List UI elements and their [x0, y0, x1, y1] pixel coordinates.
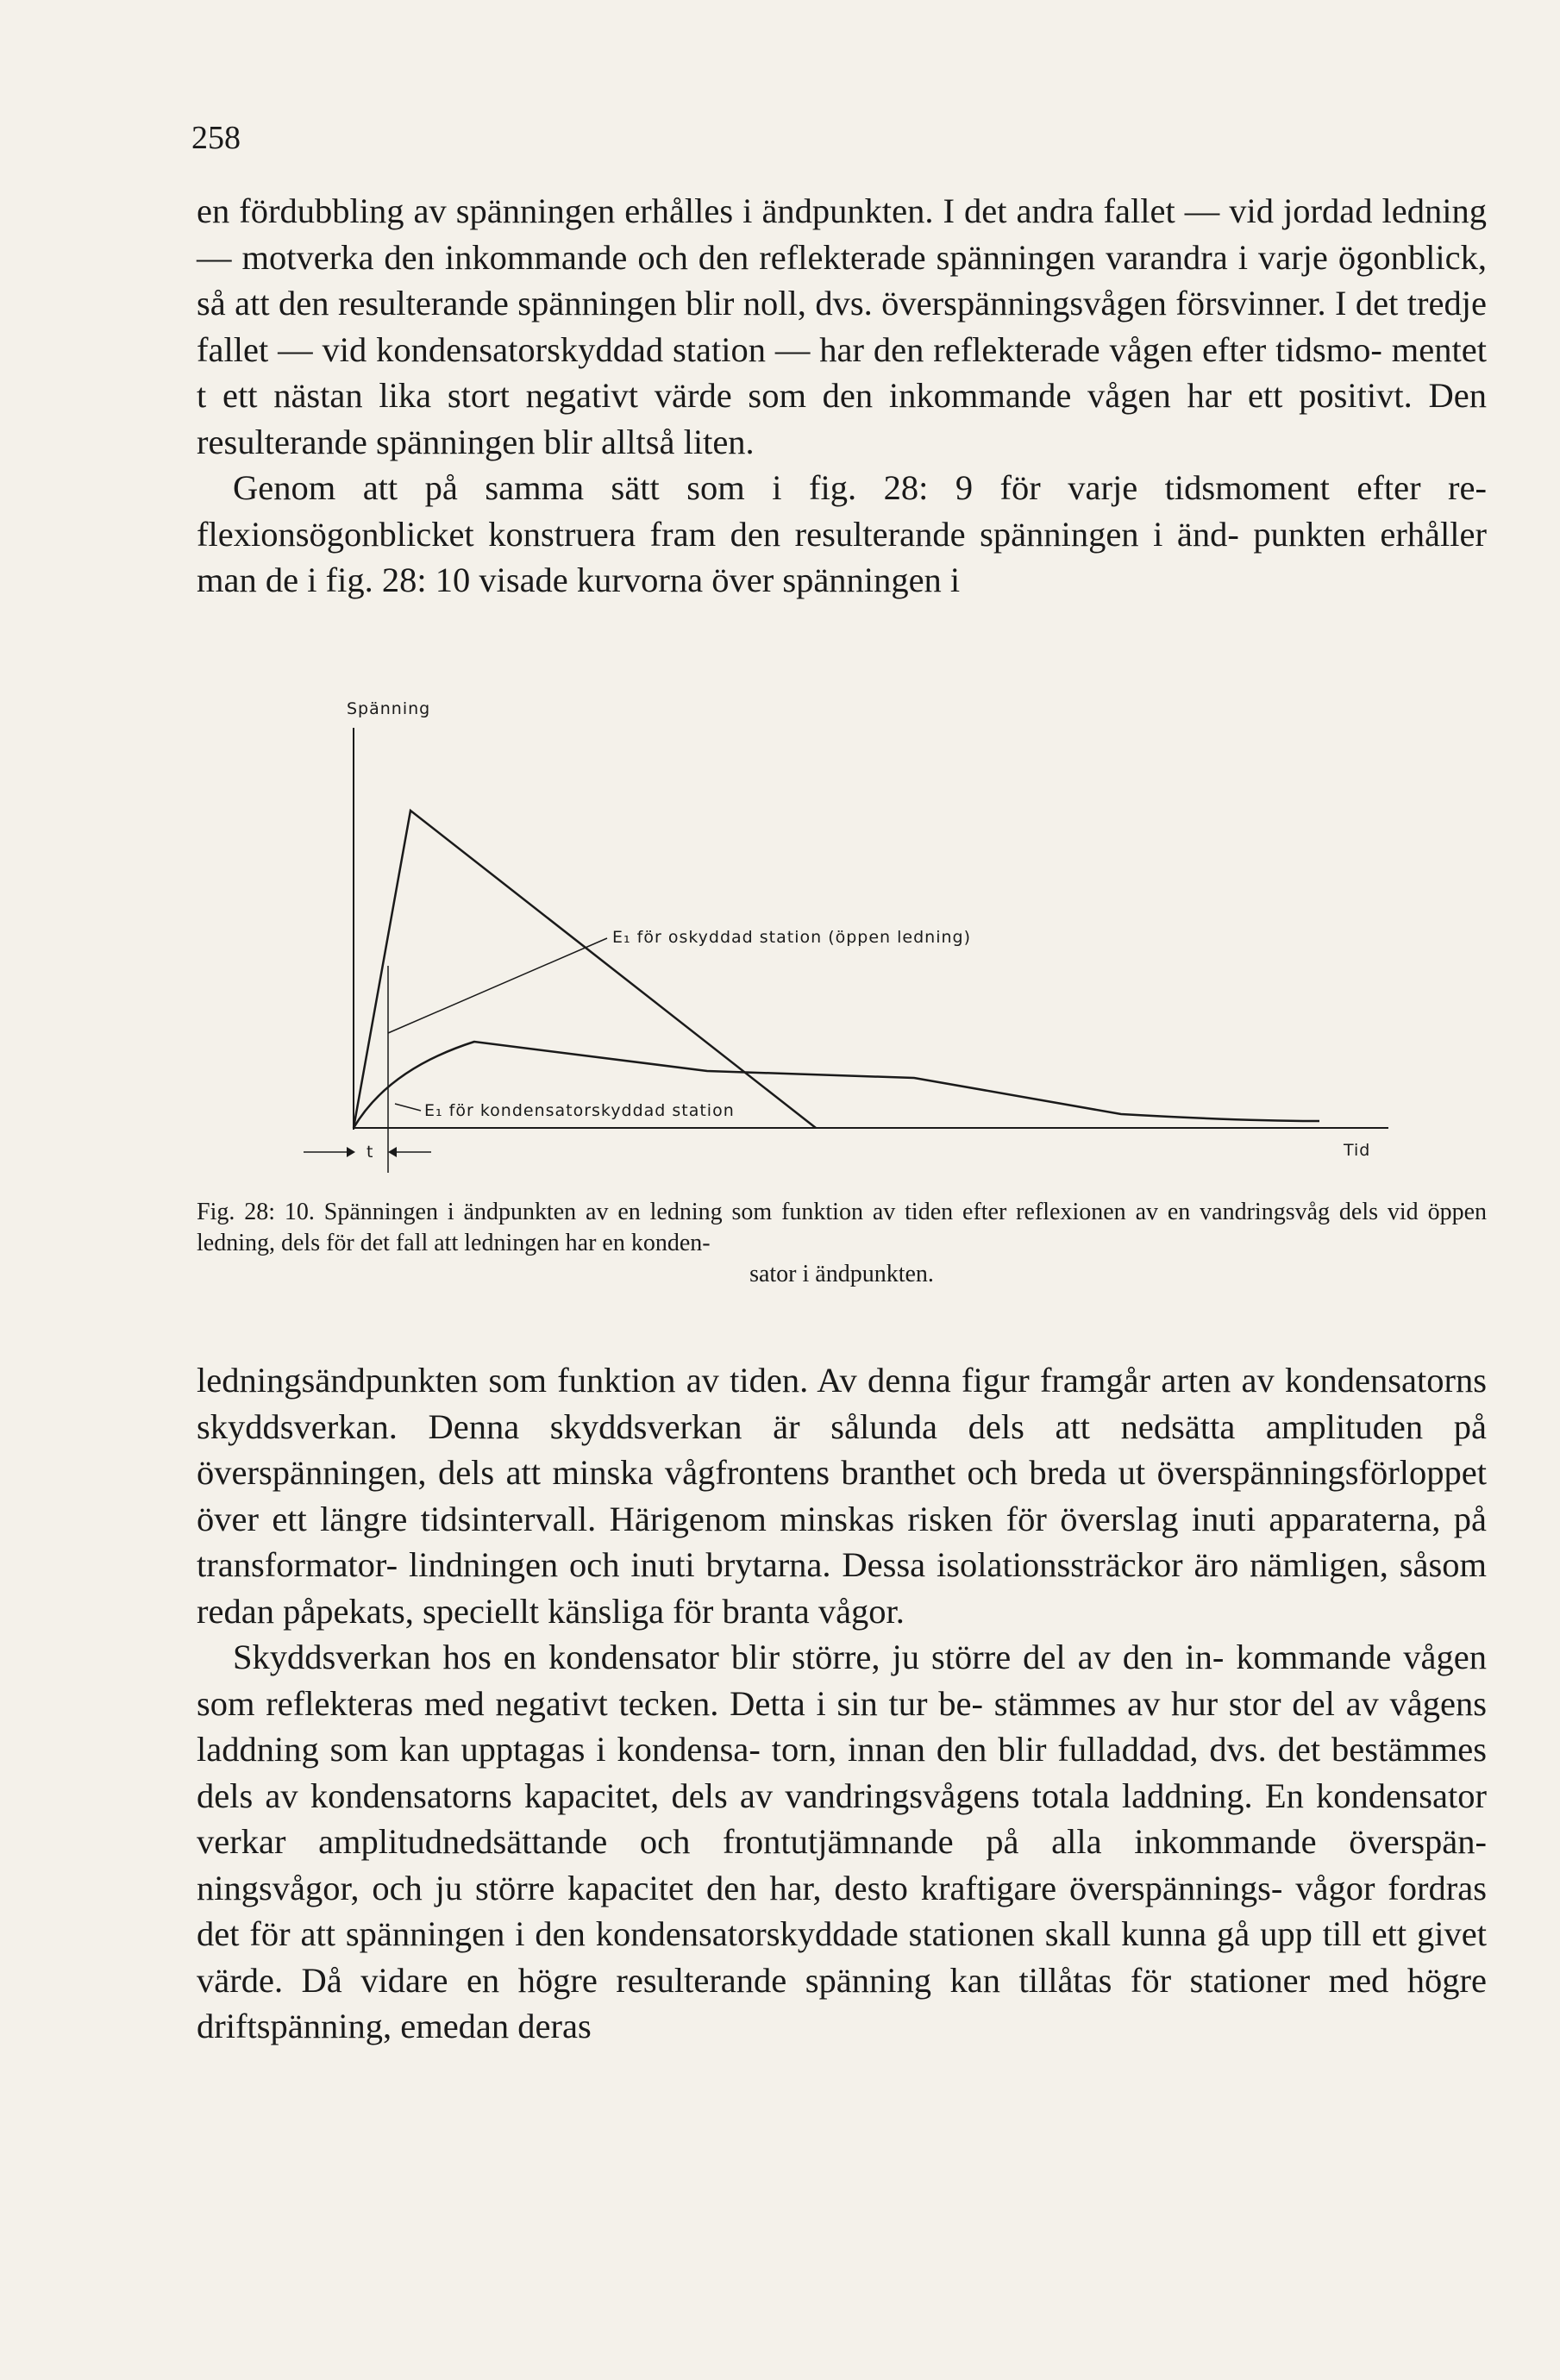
body-text-bottom	[197, 1357, 1487, 2050]
text-line: — vid jordad ledning — motverka den inkommande och den reflekterade	[197, 191, 1487, 277]
arrow-head-left	[388, 1147, 397, 1157]
label-open-line: E₁ för oskyddad station (öppen ledning)	[612, 928, 972, 947]
text-line: amplitudnedsättande och frontutjämnande på alla inkommande överspän-	[318, 1822, 1487, 1861]
paragraph	[197, 465, 1487, 604]
text-line: torn, innan den blir fulladdad, dvs. det bestämmes dels av kondensatorns	[197, 1730, 1487, 1815]
text-line: flexionsögonblicket konstruera fram den resulterande spänningen i änd-	[197, 514, 1254, 554]
figure-drawing	[293, 690, 1397, 1190]
body-text-top	[197, 188, 1487, 604]
x-axis-label: Tid	[1344, 1141, 1371, 1160]
text-line: branthet och breda ut överspänningsförloppet över ett längre tidsintervall.	[197, 1453, 1487, 1538]
caption-line: Fig. 28: 10. Spänningen i ändpunkten av en ledning som funktion av tiden efter reflexionen	[197, 1199, 1136, 1225]
text-line: vågor fordras det för att spänningen i den kondensatorskyddade stationen	[197, 1868, 1487, 1953]
text-line: kommande vågen som reflekteras med negativt tecken. Detta i sin tur be-	[197, 1638, 1487, 1723]
text-line: såsom redan påpekats, speciellt känsliga för branta vågor.	[197, 1545, 1488, 1631]
leader-open	[388, 938, 607, 1033]
label-capacitor: E₁ för kondensatorskyddad station	[424, 1101, 735, 1120]
figure-voltage-curves	[293, 690, 1397, 1190]
text-line: Genom att på samma sätt som i fig. 28: 9 för varje tidsmoment efter re-	[233, 468, 1487, 507]
text-line: kapacitet, dels av vandringsvågens totala laddning. En kondensator verkar	[197, 1776, 1487, 1861]
figure-caption	[197, 1197, 1487, 1290]
text-line: punkten erhåller man de i fig. 28: 10 visade kurvorna över spänningen i	[197, 514, 1488, 599]
text-line: mentet t ett nästan lika stort negativt värde som den inkommande vågen	[197, 329, 1487, 415]
page-number: 258	[191, 120, 241, 156]
text-line: spänningen varandra i varje ögonblick, så att den resulterande spänningen	[197, 237, 1487, 323]
text-line: skall kunna gå upp till ett givet värde. Då vidare en högre resulterande	[197, 1914, 1487, 2000]
text-line: blir noll, dvs. överspänningsvågen försvinner. I det tredje fallet — vid	[197, 284, 1487, 369]
text-line: en fördubbling av spänningen erhålles i ändpunkten. I det andra fallet	[197, 191, 1185, 230]
leader-capacitor	[395, 1104, 421, 1111]
text-line: lindningen och inuti brytarna. Dessa isolationssträckor äro nämligen,	[408, 1545, 1400, 1584]
paragraph	[197, 188, 1487, 465]
label-t: t	[367, 1143, 374, 1162]
caption-line: av en vandringsvåg dels vid öppen ledning, dels för det fall att ledningen har en konden-	[197, 1199, 1487, 1256]
text-line: av kondensatorns skyddsverkan. Denna skyddsverkan är sålunda dels	[197, 1361, 1487, 1446]
curve-open-line	[354, 811, 816, 1128]
paragraph	[197, 1357, 1487, 1634]
text-line: att nedsätta amplituden på överspänningen, dels att minska vågfrontens	[197, 1406, 1488, 1492]
arrow-head-right	[347, 1147, 355, 1157]
paragraph	[197, 1634, 1487, 2050]
text-line: stämmes av hur stor del av vågens laddning som kan upptagas i kondensa-	[197, 1683, 1487, 1769]
text-line: Härigenom minskas risken för överslag inuti apparaterna, på transformator-	[197, 1499, 1487, 1584]
text-line: ledningsändpunkten som funktion av tiden. Av denna figur framgår arten	[197, 1361, 1242, 1400]
text-line: ningsvågor, och ju större kapacitet den har, desto kraftigare överspännings-	[197, 1868, 1296, 1907]
text-line: har ett positivt. Den resulterande spänningen blir alltså liten.	[197, 376, 1487, 461]
text-line: spänning kan tillåtas för stationer med högre driftspänning, emedan deras	[197, 1960, 1487, 2045]
text-line: Skyddsverkan hos en kondensator blir större, ju större del av den in-	[233, 1638, 1237, 1676]
caption-line: sator i ändpunkten.	[749, 1261, 934, 1287]
y-axis-label: Spänning	[347, 699, 431, 718]
text-line: kondensatorskyddad station — har den reflekterade vågen efter tidsmo-	[376, 329, 1392, 369]
